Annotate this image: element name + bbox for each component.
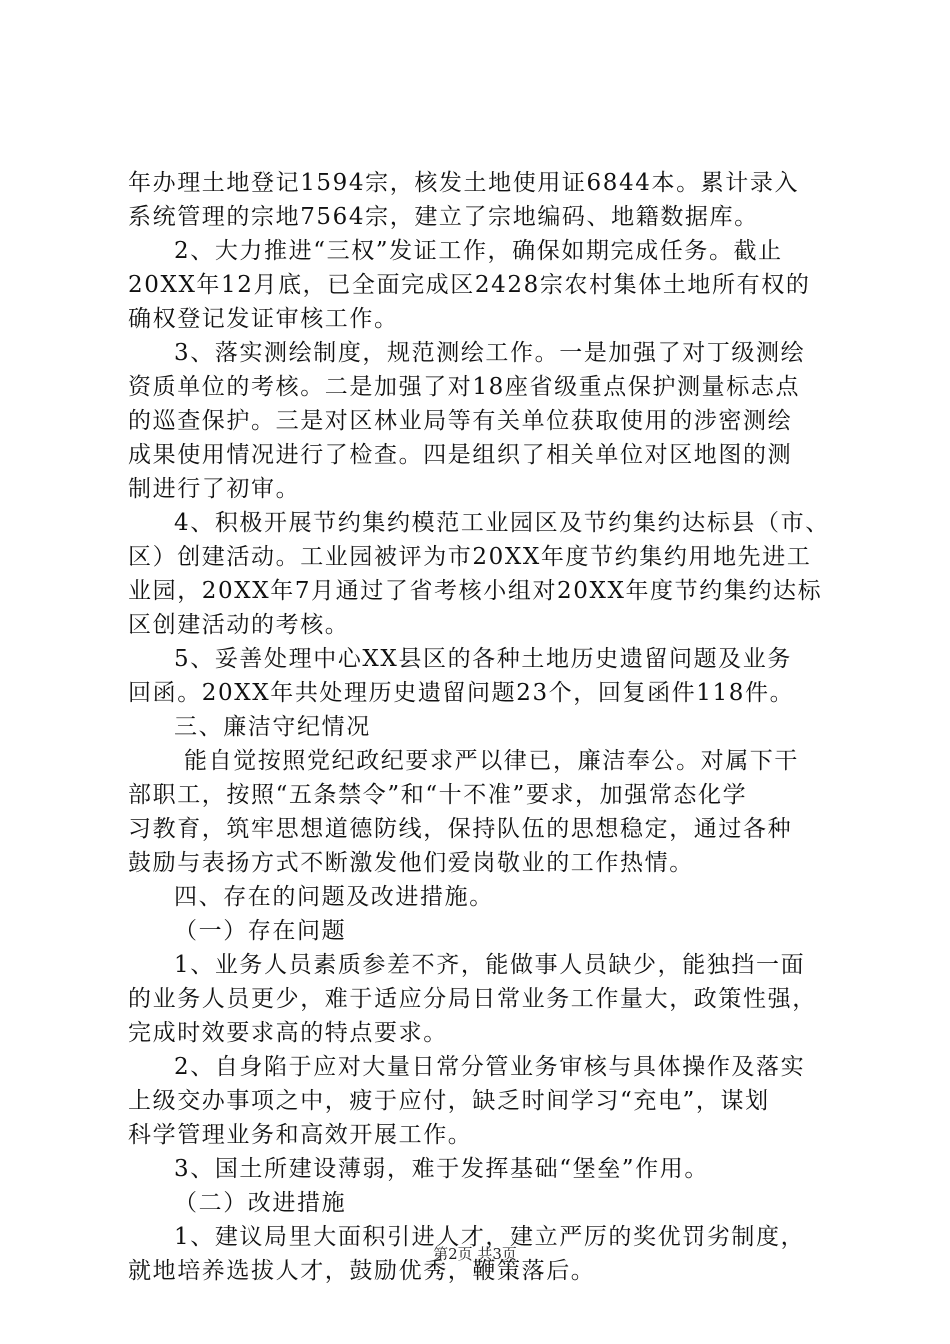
text-line: 三、廉洁守纪情况 bbox=[174, 714, 371, 740]
text-line: 就地培养选拔人才，鼓励优秀，鞭策落后。 bbox=[128, 1258, 596, 1284]
text-line: 四、存在的问题及改进措施。 bbox=[174, 884, 494, 910]
text-line: 科学管理业务和高效开展工作。 bbox=[128, 1122, 473, 1148]
text-line: 2、大力推进“三权”发证工作，确保如期完成任务。截止 bbox=[174, 238, 783, 264]
text-line: 的业务人员更少，难于适应分局日常业务工作量大，政策性强， bbox=[128, 986, 817, 1012]
text-line: 1、建议局里大面积引进人才，建立严厉的奖优罚劣制度， bbox=[174, 1224, 806, 1250]
text-line: 鼓励与表扬方式不断激发他们爱岗敬业的工作热情。 bbox=[128, 850, 694, 876]
text-line: 制进行了初审。 bbox=[128, 476, 301, 502]
text-line: 系统管理的宗地7564宗，建立了宗地编码、地籍数据库。 bbox=[128, 204, 759, 230]
text-line: 3、落实测绘制度，规范测绘工作。一是加强了对丁级测绘 bbox=[174, 340, 806, 366]
text-line: 部职工，按照“五条禁令”和“十不准”要求，加强常态化学 bbox=[128, 782, 748, 808]
text-line: 完成时效要求高的特点要求。 bbox=[128, 1020, 448, 1046]
text-line: 4、积极开展节约集约模范工业园区及节约集约达标县（市、 bbox=[174, 510, 830, 536]
text-line: 的巡查保护。三是对区林业局等有关单位获取使用的涉密测绘 bbox=[128, 408, 793, 434]
text-line: 区创建活动的考核。 bbox=[128, 612, 350, 638]
text-line: 能自觉按照党纪政纪要求严以律已，廉洁奉公。对属下干 bbox=[184, 748, 799, 774]
text-line: 成果使用情况进行了检查。四是组织了相关单位对区地图的测 bbox=[128, 442, 793, 468]
text-line: 1、业务人员素质参差不齐，能做事人员缺少，能独挡一面 bbox=[174, 952, 806, 978]
text-line: （一）存在问题 bbox=[174, 918, 347, 944]
document-body bbox=[128, 166, 833, 1288]
text-line: 3、国土所建设薄弱，难于发挥基础“堡垒”作用。 bbox=[174, 1156, 709, 1182]
text-line: 业园，20XX年7月通过了省考核小组对20XX年度节约集约达标 bbox=[128, 578, 823, 604]
text-line: （二）改进措施 bbox=[174, 1190, 347, 1216]
text-line: 习教育，筑牢思想道德防线，保持队伍的思想稳定，通过各种 bbox=[128, 816, 793, 842]
text-line: 20XX年12月底，已全面完成区2428宗农村集体土地所有权的 bbox=[128, 272, 811, 298]
page-footer: 第2页 共3页 bbox=[433, 1245, 517, 1263]
text-line: 5、妥善处理中心XX县区的各种土地历史遗留问题及业务 bbox=[174, 646, 792, 672]
text-line: 2、自身陷于应对大量日常分管业务审核与具体操作及落实 bbox=[174, 1054, 806, 1080]
text-line: 回函。20XX年共处理历史遗留问题23个，回复函件118件。 bbox=[128, 680, 795, 706]
text-line: 年办理土地登记1594宗，核发土地使用证6844本。累计录入 bbox=[128, 170, 800, 196]
text-line: 上级交办事项之中，疲于应付，缺乏时间学习“充电”，谋划 bbox=[128, 1088, 770, 1114]
text-line: 资质单位的考核。二是加强了对18座省级重点保护测量标志点 bbox=[128, 374, 801, 400]
text-line: 确权登记发证审核工作。 bbox=[128, 306, 399, 332]
text-line: 区）创建活动。工业园被评为市20XX年度节约集约用地先进工 bbox=[128, 544, 812, 570]
